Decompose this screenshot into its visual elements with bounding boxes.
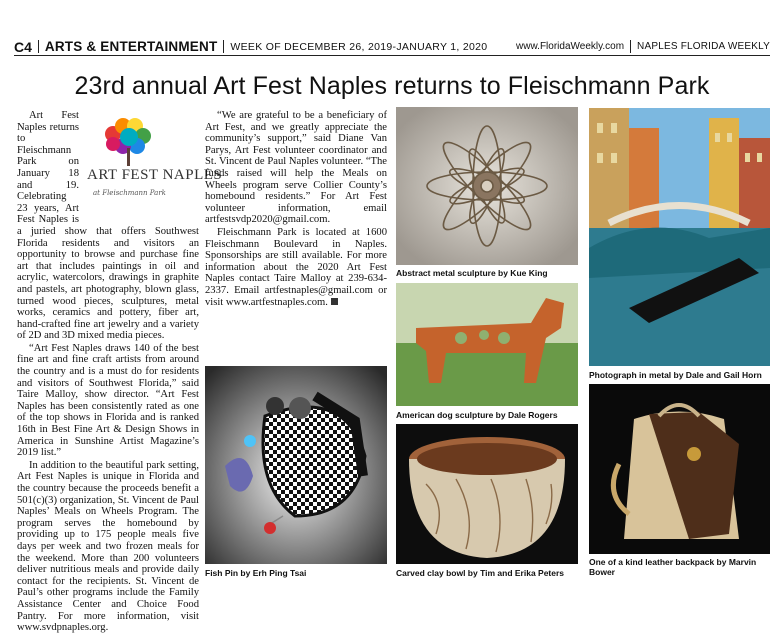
page-number: C4 bbox=[14, 38, 32, 55]
caption-metal-sculpture: Abstract metal sculpture by Kue King bbox=[396, 268, 548, 278]
article-paragraph bbox=[205, 227, 387, 308]
article-paragraph-text: Fleischmann Park is located at 1600 Fleischmann Boulevard in Naples. Sponsorships are still available. For more information about the 2020 Art Fest Naples contact Taire Malloy at 239-634-2337. Email artfestnaples@gmail.com or visit www.artfestnaples.com. bbox=[205, 226, 387, 308]
website-link[interactable]: www.FloridaWeekly.com bbox=[516, 41, 625, 52]
logo-name: ART FEST NAPLES bbox=[87, 167, 223, 183]
photo-venice bbox=[589, 108, 770, 366]
header-divider bbox=[38, 40, 39, 53]
article-paragraph: “We are grateful to be a beneficiary of Art Fest, and we greatly appreciate the community’s support,” said Diane Van Parys, Art Fest volunteer coordinator and St. Vincent de Paul Naples volunteer. “The funds raised will help the Meals on Wheels program serve Collier County’s homebound residents.” For Art Fest volunteer information, email artfestsvdp2020@gmail.com. bbox=[205, 110, 387, 226]
photo-dog-sculpture bbox=[396, 283, 578, 406]
issue-date: WEEK OF DECEMBER 26, 2019-JANUARY 1, 2020 bbox=[230, 40, 488, 53]
section-title: ARTS & ENTERTAINMENT bbox=[44, 39, 218, 54]
logo-tagline: at Fleischmann Park bbox=[93, 189, 166, 197]
caption-fish-pin: Fish Pin by Erh Ping Tsai bbox=[205, 568, 307, 578]
photo-leather-backpack bbox=[589, 384, 770, 554]
paper-name: NAPLES FLORIDA WEEKLY bbox=[637, 41, 770, 52]
art-fest-logo bbox=[87, 114, 223, 214]
caption-venice: Photograph in metal by Dale and Gail Horn bbox=[589, 370, 762, 380]
article-column-1 bbox=[17, 110, 223, 635]
page-header bbox=[14, 38, 770, 56]
header-divider bbox=[630, 40, 631, 53]
headline: 23rd annual Art Fest Naples returns to Fleischmann Park bbox=[74, 72, 710, 100]
header-divider bbox=[223, 40, 224, 53]
photo-carved-bowl bbox=[396, 424, 578, 564]
end-mark-icon bbox=[331, 298, 338, 305]
article-paragraph: Art Fest Naples returns to Fleischmann Park on January 18 and 19. Celebrating 23 years, Art Fest Naples is a juried show that offers Southwest Florida residents and visitors an opportunity to browse and purchase fine art that includes paintings in oil and acrylic, watercolors, drawings in graphite and pastels, art photography, blown glass, turned wood pieces, sculptures, metal works, ceramics and pottery, fiber art, hand-crafted fine art jewelry and a variety of 2D and 3D mixed media pieces. bbox=[17, 110, 199, 342]
caption-dog-sculpture: American dog sculpture by Dale Rogers bbox=[396, 410, 558, 420]
caption-leather-backpack: One of a kind leather backpack by Marvin Bower bbox=[589, 557, 757, 577]
caption-carved-bowl: Carved clay bowl by Tim and Erika Peters bbox=[396, 568, 565, 578]
article-paragraph: “Art Fest Naples draws 140 of the best fine art and fine craft artists from around the country and is a must do for residents and visitors of Southwest Florida,” said Taire Malloy, show director. “Art Fest Naples has been consistently rated as one of the top shows in Florida and is ranked 16th in Best Fine Art & Design Shows in America in Sunshine Artist Magazine’s 2019 list.” bbox=[17, 342, 199, 459]
photo-fish-pin bbox=[205, 366, 387, 564]
photo-metal-sculpture bbox=[396, 107, 578, 265]
article-column-2 bbox=[205, 110, 387, 360]
article-paragraph: In addition to the beautiful park setting, Art Fest Naples is unique in Florida and the country because the proceeds benefit a 501(c)(3) organization, St. Vincent de Paul Naples’ Meals on Wheels Program. The program serves the homebound by providing up to 175 people meals five days per week and two frozen meals for the weekend. More than 200 volunteers deliver nutritious meals and provide daily contact for the recipients. St. Vincent de Paul’s other programs include the Family Assistance Center and Choice Food Pantry. For more information, visit www.svdpnaples.org. bbox=[17, 459, 199, 634]
